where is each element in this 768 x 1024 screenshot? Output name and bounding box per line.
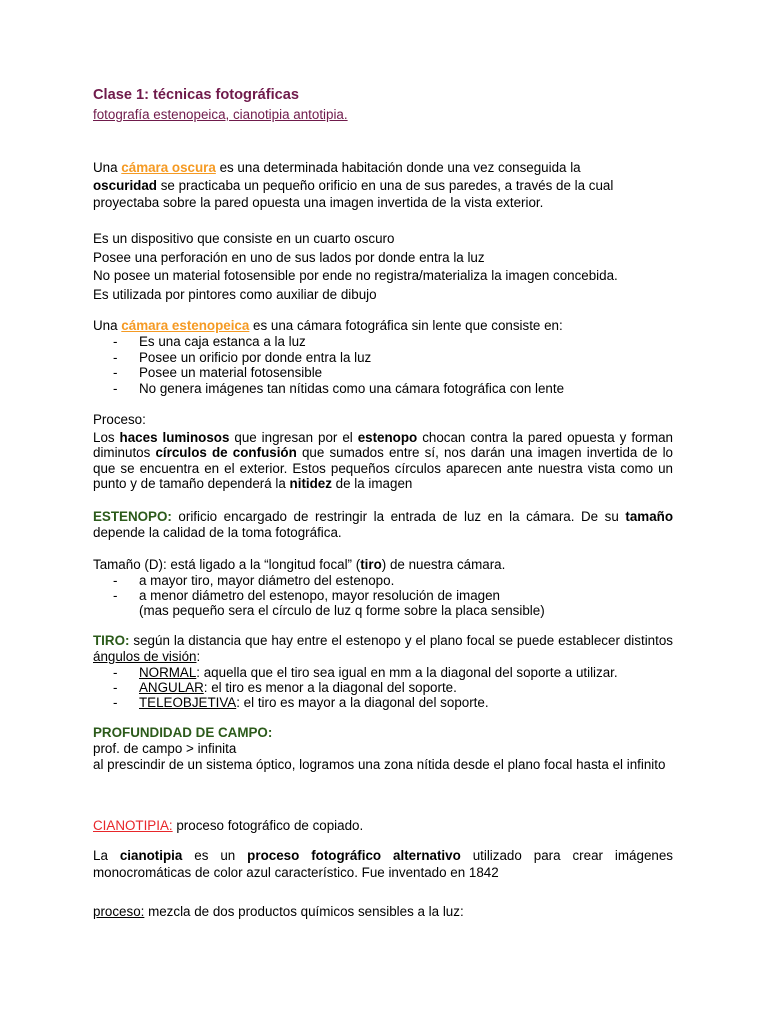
subtitle-link[interactable]: fotografía estenopeica, cianotipia antotipia. xyxy=(93,107,348,122)
paragraph-profundidad: PROFUNDIDAD DE CAMPO: prof. de campo > infinita al prescindir de un sistema óptico, logramos una zona nítida desde el plano focal hasta el infinito xyxy=(93,725,673,773)
p2-line: Es utilizada por pintores como auxiliar de dibujo xyxy=(93,286,377,302)
term-camara-estenopeica: cámara estenopeica xyxy=(121,318,250,333)
p1-line3: proyectaba sobre la pared opuesta una imagen invertida de la vista exterior. xyxy=(93,195,544,210)
proceso-label: Proceso: xyxy=(93,412,146,427)
page-subtitle xyxy=(93,106,673,124)
paragraph-camara-oscura xyxy=(93,159,673,212)
paragraph-proceso: Los haces luminosos que ingresan por el estenopo chocan contra la pared opuesta y forman diminutos círculos de confusión que sumados entre sí, nos darán una imagen invertida de lo que se encuentra en el exterior. Estos pequeños círculos aparecen ante nuestra vista como un punto y de tamaño dependerá la nitidez de la imagen xyxy=(93,430,673,491)
document-page: Clase 1: técnicas fotográficas fotografía estenopeica, cianotipia antotipia. Una cámara oscura es una determinada habitación donde una vez conseguida la oscuridad se practicaba un pequeño orificio en una de sus paredes, a través de la cual proyectaba sobre la pared opuesta una imagen invertida de la vista exterior. Es un dispositivo que consiste en un cuarto oscuro Posee una perforación en uno de sus lados por donde entra la luz No posee un material fotosensible por ende no registra/materializa la imagen concebida. Es utilizada por pintores como auxiliar de dibujo Una cámara estenopeica es una cámara fotográfica sin lente que consiste en: - Es una caja estanca a la luz - Posee un orificio por donde entra la luz - Posee un material fotosensible - No genera imágenes tan nítidas como una cámara fotográfica con lente Proceso: Los haces luminosos que ingresan por el estenopo chocan contra la pared opuesta y forman diminutos círculos de confusión que sumados entre sí, nos darán una imagen invertida de lo que se encuentra en el exterior. Estos pequeños círculos aparecen ante nuestra vista como un punto y de tamaño dependerá la nitidez de la imagen ESTENOPO: orificio encargado de restringir la entrada de luz en la cámara. De su tamaño depende la calidad de la toma fotográfica. Tamaño (D): está ligado a la “longitud focal” (tiro) de nuestra cámara. - a mayor tiro, mayor diámetro del estenopo. - a menor diámetro del estenopo, mayor resolución de imagen (mas pequeño sera el círculo de luz q forme sobre la placa sensible) TIRO: según la distancia que hay entre el estenopo y el plano focal se puede establecer distintos ángulos de visión: - NORMAL: aquella que el tiro sea igual en mm a la diagonal del soporte a utilizar. - ANGULAR: el tiro es menor a la diagonal del soporte. - TELEOBJETIVA: el tiro es mayor a la diagonal del soporte. PROFUNDIDAD DE CAMPO: prof. de campo > infinita al prescindir de un sistema óptico, logramos una zona nítida desde el plano focal hasta el infinito CIANOTIPIA: proceso fotográfico de copiado. La cianotipia es un proceso fotográfico alternativo utilizado para crear imágenes monocromáticas de color azul característico. Fue inventado en 1842 proceso: mezcla de dos productos químicos sensibles a la luz: xyxy=(93,87,673,919)
page-title: Clase 1: técnicas fotográficas xyxy=(93,87,300,103)
heading-cianotipia: CIANOTIPIA: xyxy=(93,818,173,833)
p2-line: No posee un material fotosensible por ende no registra/materializa la imagen concebida. xyxy=(93,268,618,283)
paragraph-cianotipia: La cianotipia es un proceso fotográfico alternativo utilizado para crear imágenes monocromáticas de color azul característico. Fue inventado en 1842 xyxy=(93,848,673,880)
paragraph-camara-estenopeica: Una cámara estenopeica es una cámara fotográfica sin lente que consiste en: xyxy=(93,318,563,333)
paragraph-dispositivo xyxy=(93,230,673,304)
paragraph-tiro: TIRO: según la distancia que hay entre el estenopo y el plano focal se puede establecer distintos ángulos de visión: xyxy=(93,633,673,664)
paragraph-estenopo: ESTENOPO: orificio encargado de restringir la entrada de luz en la cámara. De su tamaño depende la calidad de la toma fotográfica. xyxy=(93,509,673,540)
p2-line: Posee una perforación en uno de sus lados por donde entra la luz xyxy=(93,249,485,265)
p1-line1: Una cámara oscura es una determinada habitación donde una vez conseguida la xyxy=(93,160,581,175)
paragraph-cianotipia-heading: CIANOTIPIA: proceso fotográfico de copiado. xyxy=(93,818,364,833)
p1-line2: oscuridad se practicaba un pequeño orificio en una de sus paredes, a través de la cual xyxy=(93,177,614,193)
paragraph-tamano: Tamaño (D): está ligado a la “longitud focal” (tiro) de nuestra cámara. xyxy=(93,557,506,572)
term-camara-oscura: cámara oscura xyxy=(121,160,216,175)
heading-tiro: TIRO: xyxy=(93,633,130,648)
heading-profundidad: PROFUNDIDAD DE CAMPO: xyxy=(93,725,273,740)
p2-line: Es un dispositivo que consiste en un cuarto oscuro xyxy=(93,231,395,246)
heading-estenopo: ESTENOPO: xyxy=(93,509,172,524)
paragraph-cianotipia-proceso: proceso: mezcla de dos productos químicos sensibles a la luz: xyxy=(93,904,464,919)
